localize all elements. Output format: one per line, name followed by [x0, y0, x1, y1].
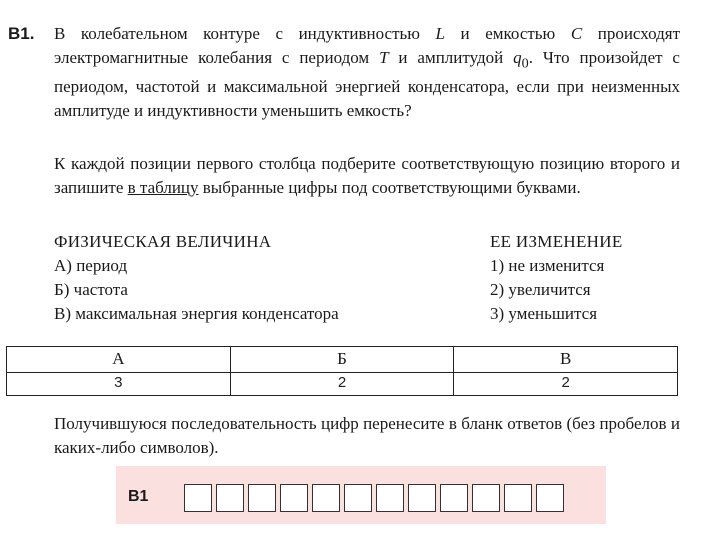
quantity-item: Б) частота — [54, 280, 128, 299]
quantity-item: В) максимальная энергия конденсатора — [54, 304, 339, 323]
question-text: и емкостью — [444, 24, 571, 43]
instruction-text: выбранные цифры под соответствующими буквами. — [198, 178, 581, 197]
left-column-heading: ФИЗИЧЕСКАЯ ВЕЛИЧИНА — [54, 232, 272, 251]
answer-form-cells — [184, 484, 564, 512]
var-charge-amplitude: q — [513, 48, 522, 67]
question-text: . Что произойдет с периодом, частотой и максимальной энергией конденсатора, если при неизменных амплитуде и индуктивности уменьшить емкость? — [54, 48, 680, 121]
var-charge-subscript: 0 — [521, 55, 529, 72]
answer-table-value-row — [7, 372, 677, 395]
answer-table-cell[interactable]: 2 — [230, 372, 454, 395]
answer-form-cell[interactable] — [216, 484, 244, 512]
change-item: 3) уменьшится — [490, 304, 598, 323]
answer-form-cell[interactable] — [248, 484, 276, 512]
answer-form-cell[interactable] — [440, 484, 468, 512]
transfer-note: Получившуюся последовательность цифр перенесите в бланк ответов (без пробелов и каких-либо символов). — [54, 414, 680, 457]
answer-form-cell[interactable] — [312, 484, 340, 512]
answer-table — [6, 346, 678, 396]
answer-table-header: В — [453, 347, 677, 372]
instruction-link: в таблицу — [127, 178, 199, 197]
answer-form-cell[interactable] — [280, 484, 308, 512]
answer-form-cell[interactable] — [504, 484, 532, 512]
answer-form-cell[interactable] — [472, 484, 500, 512]
change-item: 1) не изменится — [490, 256, 605, 275]
var-inductance: L — [435, 24, 445, 43]
answer-form-cell[interactable] — [408, 484, 436, 512]
change-item: 2) увеличится — [490, 280, 591, 299]
answer-table-cell[interactable]: 2 — [453, 372, 677, 395]
question-text: В колебательном контуре с индуктивностью — [54, 24, 436, 43]
question-text: и амплитудой — [388, 48, 514, 67]
answer-table-header: Б — [230, 347, 454, 372]
question-text: происходят электромагнитные колебания с периодом — [54, 24, 680, 67]
task-number: B1. — [8, 24, 35, 43]
answer-form-cell[interactable] — [344, 484, 372, 512]
answer-form-cell[interactable] — [184, 484, 212, 512]
answer-form-cell[interactable] — [536, 484, 564, 512]
right-column-heading: ЕЕ ИЗМЕНЕНИЕ — [490, 232, 623, 251]
answer-table-cell[interactable]: 3 — [114, 374, 123, 391]
answer-table-header: А — [112, 349, 125, 368]
answer-form-label: В1 — [128, 488, 149, 505]
task-question — [54, 22, 680, 123]
var-period: T — [379, 48, 389, 67]
quantity-item: А) период — [54, 256, 128, 275]
answer-form-cell[interactable] — [376, 484, 404, 512]
answer-table-header-row — [7, 347, 677, 373]
task-instruction — [54, 152, 680, 200]
instruction-text: К каждой позиции первого столбца подберите соответствующую позицию второго и запишите — [54, 154, 680, 197]
answer-form — [116, 466, 606, 524]
var-capacitance: C — [570, 24, 583, 43]
